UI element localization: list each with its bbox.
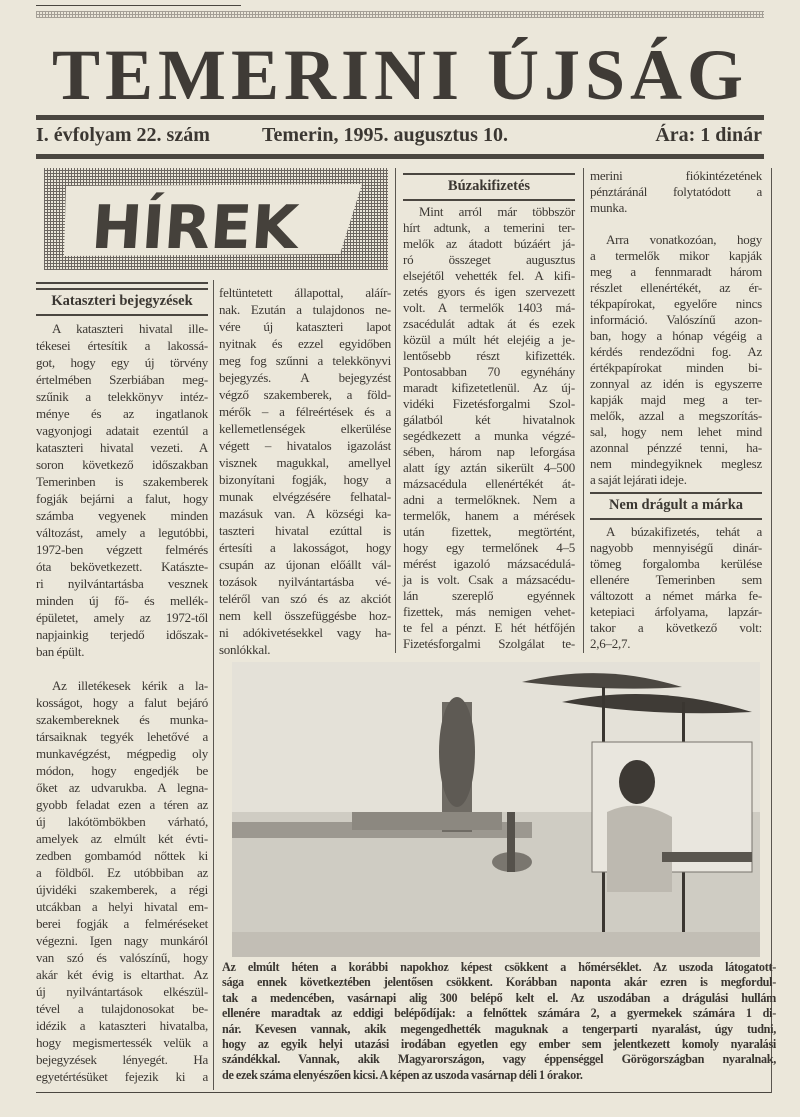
text-line: fogják bejárni a falut, hogy xyxy=(36,491,208,506)
text-line: meg a fennmaradt három xyxy=(590,264,762,279)
text-line: sonlókkal. xyxy=(219,642,271,657)
text-line: zedben gombamód nőttek ki xyxy=(36,848,208,863)
text-line: ban, hogy a hónap végéig a xyxy=(590,328,762,343)
photo-caption xyxy=(222,960,776,1083)
text-line: te fel a pénzt. E hét hétfőjén xyxy=(403,620,575,635)
text-line: sében, három nap leforgása xyxy=(403,444,575,459)
text-line: adni a termelőknek. Nem a xyxy=(403,492,575,507)
text-line: takor a következő volt: xyxy=(590,620,762,635)
text-line: merini fiókintézetének xyxy=(590,168,762,183)
hirek-section-logo xyxy=(44,168,388,270)
issue-dateline: Temerin, 1995. augusztus 10. xyxy=(262,124,508,146)
text-line: gyobb feladat ezen a téren az xyxy=(36,797,208,812)
text-line: ri nyilvántartásba vesznek xyxy=(36,576,208,591)
text-line: de ezek száma elenyészően kicsi. A képen az uszoda vasárnap déli 1 órakor. xyxy=(222,1067,583,1082)
text-line: volt. A termelők 1403 má- xyxy=(403,300,575,315)
text-line: ni adókivetésekkel vagy ha- xyxy=(219,625,391,640)
text-line: 1972-ben végzett felmérés xyxy=(36,542,208,557)
text-line: A kataszteri hivatal ille- xyxy=(52,321,208,336)
text-line: kataszteri hivatal vezeti. A xyxy=(36,440,208,455)
text-line: vére új kataszteri lapot xyxy=(219,319,391,334)
text-line: ketepiaci árfolyama, lapzár- xyxy=(590,604,762,619)
text-line: bejegyzések lényegét. Ha xyxy=(36,1052,208,1067)
text-line: a földből. Ez utóbbiban az xyxy=(36,865,208,880)
hirek-logo-graphic xyxy=(44,168,388,270)
text-line: a termelők mikor kapják xyxy=(590,248,762,263)
text-line: kérdés rendeződni fog. Az xyxy=(590,344,762,359)
pool-photo-scene xyxy=(232,662,760,957)
text-line: idézik a kataszteri hivatalba, xyxy=(36,1018,208,1033)
top-left-rule xyxy=(36,5,241,6)
text-line: tékesei értesítik a lakossá- xyxy=(36,338,208,353)
text-line: részlet ellenértékét, az ér- xyxy=(590,280,762,295)
article-heading-marka: Nem drágult a márka xyxy=(590,492,762,520)
text-line: tozások nyilvántartásba vé- xyxy=(219,574,391,589)
text-line: új nyilvántartások elkészül- xyxy=(36,984,208,999)
text-line: melők az átadott búzáért já- xyxy=(403,236,575,251)
text-line: tak a medencében, vasárnapi alig 300 belépő kelt el. Az uszodában a drágulási hullám xyxy=(222,990,776,1005)
text-line: sága ennek következtében jelentősen csökkent. Korábban naponta akár ezren is megfordul- xyxy=(222,975,776,990)
text-line: Mint arról már többször xyxy=(419,204,575,219)
text-line: épületet, amely az 1972-től xyxy=(36,610,208,625)
text-line: teléről van szó és az akciót xyxy=(219,591,391,606)
text-line: Az illetékesek kérik a la- xyxy=(52,678,208,693)
text-line: ellenére maradtak az eddigi belépődíjak: a felnőttek számára 2, a gyermekek számára 1 di- xyxy=(222,1006,776,1021)
hirek-logo-text: HÍREK xyxy=(89,193,301,263)
text-line: taszteri hivatal ezúttal is xyxy=(219,523,391,538)
text-line: hogy az egyik helyi utazási irodában egyetlen egy ember sem jelentkezett komoly nyaralási xyxy=(222,1036,776,1051)
text-line: van szó és valószínű, hogy xyxy=(36,950,208,965)
text-line: szándékkal. Vannak, akik Magyarországon, vagy éppenséggel Görögországban nyaralnak, xyxy=(222,1052,776,1067)
text-line: nak. Ezután a tulajdonos ne- xyxy=(219,302,391,317)
issue-volume: I. évfolyam 22. szám xyxy=(36,124,210,146)
text-line: nár. Kevesen vannak, akik megengedhették maguknak a tengerparti nyaralást, úgy tudni, xyxy=(222,1021,776,1036)
text-line: melők, azzal a megszorítás- xyxy=(590,408,762,423)
text-line: zsacédulát adtak át és ezek xyxy=(403,316,575,331)
text-line: maradt kifizetetlenül. Az új- xyxy=(403,380,575,395)
masthead-rule xyxy=(36,115,764,120)
text-line: pénztáránál folytatódott a xyxy=(590,184,762,199)
text-line: 2,6–2,7. xyxy=(590,636,631,651)
text-line: után fizettek, megtörtént, xyxy=(403,524,575,539)
text-line: tékpapírokat, egyelőre nincs xyxy=(590,296,762,311)
text-line: segédkezett a munka végzé- xyxy=(403,428,575,443)
text-line: mérők – a félreértések és a xyxy=(219,404,391,419)
text-line: őket az udvarukba. A legna- xyxy=(36,780,208,795)
article-heading-kataszter: Kataszteri bejegyzések xyxy=(36,288,208,316)
issue-price: Ára: 1 dinár xyxy=(655,124,762,146)
text-line: ró összeget augusztus xyxy=(403,252,575,267)
text-line: Arra vonatkozóan, hogy xyxy=(606,232,762,247)
column-divider xyxy=(213,280,214,1090)
issue-rule xyxy=(36,154,764,159)
text-line: kosságot, hogy a falut bejáró xyxy=(36,695,208,710)
text-line: mazásuk van. A községi ka- xyxy=(219,506,391,521)
text-line xyxy=(36,660,208,677)
text-line: Temerinben is szakemberek xyxy=(36,474,208,489)
text-line: zonnyal az idén is egyszerre xyxy=(590,376,762,391)
text-line: végző szakemberek, a föld- xyxy=(219,387,391,402)
text-line: Fizetésforgalmi Szolgálat te- xyxy=(403,636,575,651)
text-line: nagyobb mennyiségű dinár- xyxy=(590,540,762,555)
text-line: fizettek, más nemigen vehet- xyxy=(403,604,575,619)
article-body-buza-col3 xyxy=(403,204,575,652)
text-line: munkavégzést, mégpedig oly xyxy=(36,746,208,761)
article-body-buza-col4 xyxy=(590,168,762,488)
text-line: Az elmúlt héten a korábbi napokhoz képest csökkent a hőmérséklet. Az uszoda látogatott- xyxy=(222,960,776,974)
article-body-marka xyxy=(590,524,762,652)
text-line: változást, amely a legutóbbi, xyxy=(36,525,208,540)
text-line: a saját lejárati ideje. xyxy=(590,472,687,487)
column-divider xyxy=(395,168,396,653)
text-line: ja is volt. Csak a mázsacédu- xyxy=(403,572,575,587)
bottom-rule xyxy=(36,1092,771,1093)
text-line: nem mindegyiknek meglesz xyxy=(590,456,762,471)
text-line: napjainkig terjedő időszak- xyxy=(36,627,208,642)
pool-photo xyxy=(232,662,760,957)
text-line: munak elvégzésére felhatal- xyxy=(219,489,391,504)
text-line: közül a múlt hét elejéig a je- xyxy=(403,332,575,347)
article-heading-buza: Búzakifizetés xyxy=(403,173,575,201)
text-line: mérést igazoló mázsacédulá- xyxy=(403,556,575,571)
text-line: A búzakifizetés, tehát a xyxy=(606,524,762,539)
text-line: tömeg forgalomba kerülése xyxy=(590,556,762,571)
text-line: új lakótömbökben várható, xyxy=(36,814,208,829)
text-line: ellenére Temerinben sem xyxy=(590,572,762,587)
text-line: számba vegyenek minden xyxy=(36,508,208,523)
text-line: mázsacédula ellenértékét át- xyxy=(403,476,575,491)
text-line: végett – hivatalos igazolást xyxy=(219,438,391,453)
text-line: nem kell összefüggésbe hoz- xyxy=(219,608,391,623)
text-line: újvidéki szakemberek, a régi xyxy=(36,882,208,897)
logo-rule xyxy=(36,282,208,284)
text-line: akár két évig is eltarthat. Az xyxy=(36,967,208,982)
text-line: gálatból két hivatalnok xyxy=(403,412,575,427)
article-body-kataszter-col1 xyxy=(36,320,208,1085)
text-line: lán szereplő egyénnek xyxy=(403,588,575,603)
text-line: kapják majd meg a ter- xyxy=(590,392,762,407)
text-line: vidéki Fizetésforgalmi Szol- xyxy=(403,396,575,411)
text-line: végezni. Igen nagy munkáról xyxy=(36,933,208,948)
text-line xyxy=(590,216,762,232)
text-line: társaiknak tegyék lehetővé a xyxy=(36,729,208,744)
text-line: azonnal pénzzé tenni, ha- xyxy=(590,440,762,455)
text-line: soron következő időszakban xyxy=(36,457,208,472)
text-line: egyetértésüket fejezik ki a xyxy=(36,1069,208,1084)
top-ornament-strip xyxy=(36,11,764,18)
text-line: információ. Valószínű azon- xyxy=(590,312,762,327)
text-line: csupán az újonan előállt vál- xyxy=(219,557,391,572)
text-line: értelmében Szerbiában meg- xyxy=(36,372,208,387)
text-line: módon, hogy engedjék be xyxy=(36,763,208,778)
text-line: hogy megismertessék velük a xyxy=(36,1035,208,1050)
text-line: óta bekövetkezett. Katászte- xyxy=(36,559,208,574)
text-line: értékpapírokat minden bi- xyxy=(590,360,762,375)
text-line: vagyonjogi adatait ezentúl a xyxy=(36,423,208,438)
article-body-kataszter-col2 xyxy=(219,284,391,658)
text-line: amelyek az elmúlt két évti- xyxy=(36,831,208,846)
text-line: nyitnak és ezzel egyidőben xyxy=(219,336,391,351)
text-line: hírt adtunk, a temerini ter- xyxy=(403,220,575,235)
text-line: tével a tulajdonosokat be- xyxy=(36,1001,208,1016)
text-line: szakembereknek és munka- xyxy=(36,712,208,727)
text-line: hogy egy termelőnek 4–5 xyxy=(403,540,575,555)
text-line: utcákban a helyi hivatal em- xyxy=(36,899,208,914)
text-line: értesíti a lakosságot, hogy xyxy=(219,540,391,555)
text-line: bejegyzés. A bejegyzést xyxy=(219,370,391,385)
text-line: munka. xyxy=(590,200,628,215)
text-line: ban épült. xyxy=(36,644,85,659)
text-line: változott a német márka fe- xyxy=(590,588,762,603)
text-line: berei fogják a felméréseket xyxy=(36,916,208,931)
text-line: alatt így aztán sikerült 4–500 xyxy=(403,460,575,475)
text-line: got, hogy egy új törvény xyxy=(36,355,208,370)
page-right-edge xyxy=(771,168,772,1093)
text-line: minden új fő- és mellék- xyxy=(36,593,208,608)
text-line: bizonyítani fogják, hogy a xyxy=(219,472,391,487)
text-line: kellemetlenségek elkerülése xyxy=(219,421,391,436)
text-line: feltüntetett állapottal, aláír- xyxy=(219,285,391,300)
text-line: szűnik a telekkönyv intéz- xyxy=(36,389,208,404)
text-line: visznek magukkal, amellyel xyxy=(219,455,391,470)
text-line: lentősebb részt kifizették. xyxy=(403,348,575,363)
text-line: elsejétől vehették fel. A kifi- xyxy=(403,268,575,283)
text-line: termelők, hanem a mérések xyxy=(403,508,575,523)
text-line: ménye és az ingatlanok xyxy=(36,406,208,421)
text-line: Pontosabban 70 egynéhány xyxy=(403,364,575,379)
text-line: sal, hogy nem lehet mind xyxy=(590,424,762,439)
text-line: meg fog szűnni a telekkönyvi xyxy=(219,353,391,368)
masthead-title: TEMERINI ÚJSÁG xyxy=(51,35,749,115)
text-line: zetés gyors és igen szervezett xyxy=(403,284,575,299)
column-divider xyxy=(583,168,584,653)
